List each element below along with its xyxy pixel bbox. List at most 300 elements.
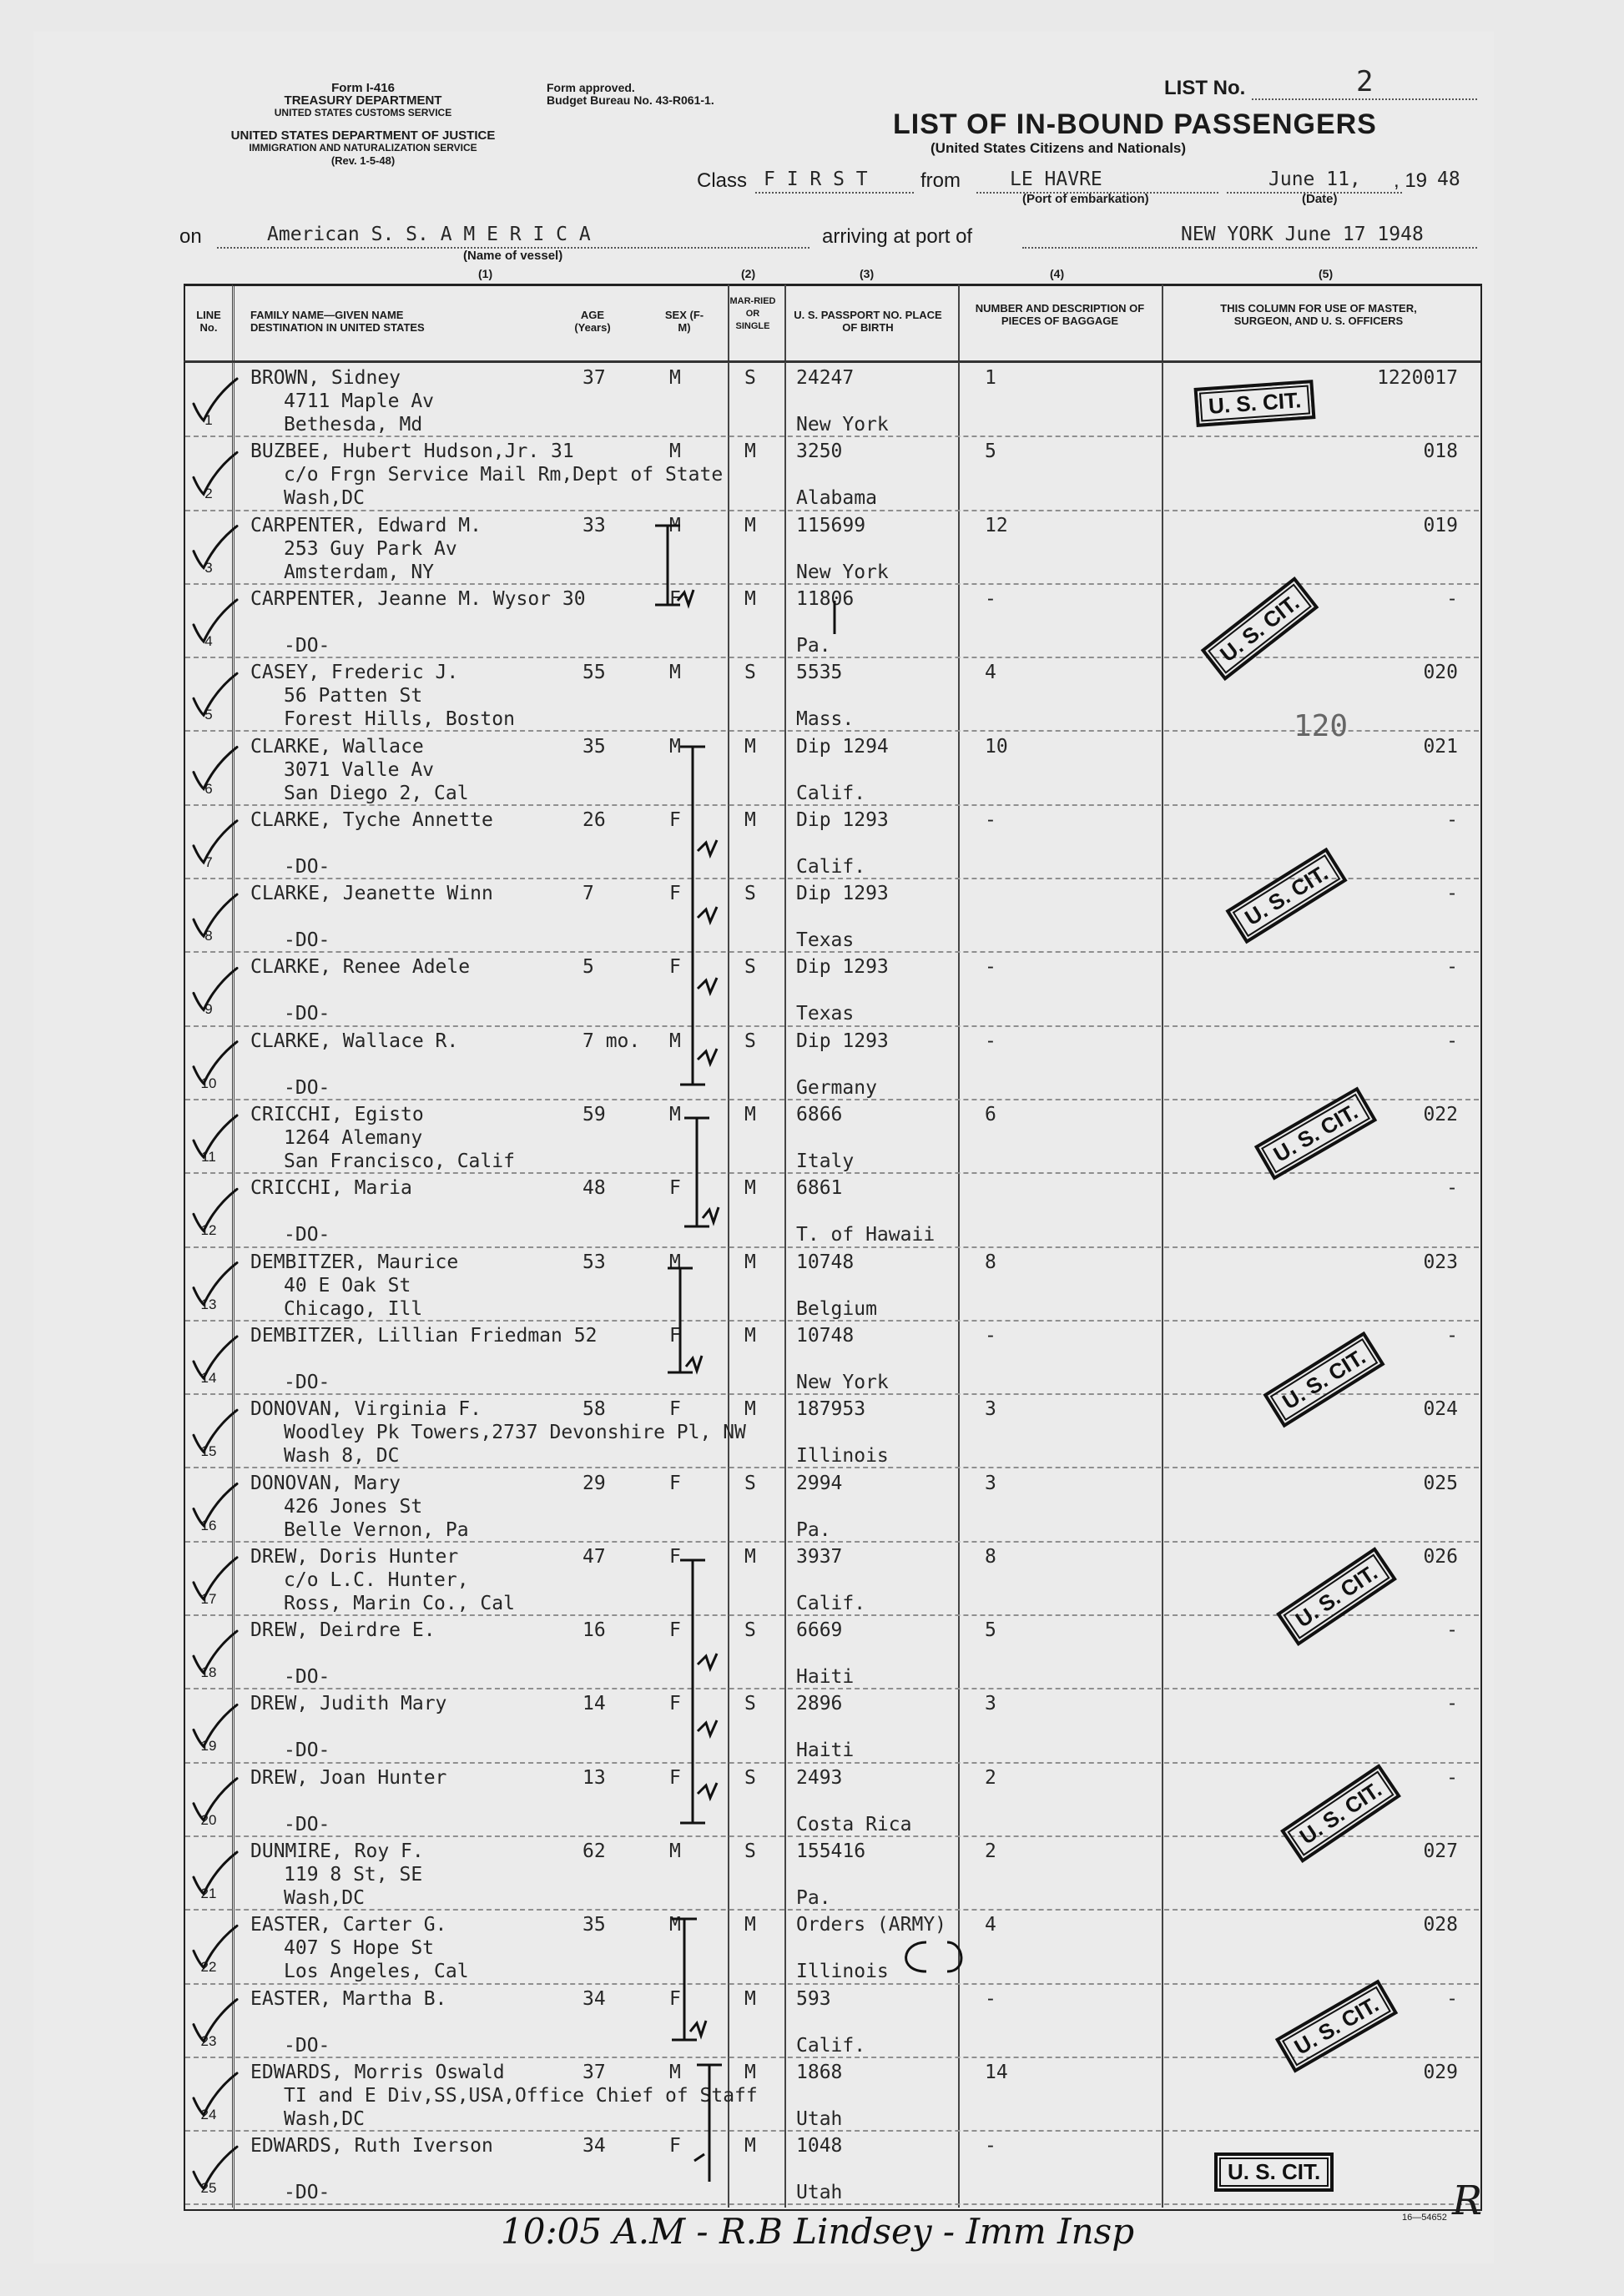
destination-city: -DO- — [284, 1813, 330, 1835]
passport-number: 593 — [796, 1987, 831, 2010]
list-no-value: 2 — [1356, 65, 1374, 98]
class-value: F I R S T — [764, 169, 868, 190]
officer-number: 1220017 — [1377, 367, 1458, 389]
form-id: Form I-416 — [331, 81, 395, 95]
place-of-birth: Alabama — [796, 487, 877, 510]
marital-status: M — [744, 441, 756, 463]
marital-status: M — [744, 808, 756, 831]
line-number: 6 — [204, 780, 213, 797]
arriving-label: arriving at port of — [822, 225, 973, 248]
sex: M — [669, 1104, 681, 1125]
baggage-count: 2 — [985, 1840, 996, 1862]
approved-text: Form approved. — [547, 81, 635, 94]
baggage-count: - — [985, 808, 996, 831]
sex: F — [669, 2135, 681, 2158]
on-label: on — [179, 225, 202, 248]
passport-number: Dip 1293 — [796, 1030, 889, 1052]
passenger-name: EDWARDS, Morris Oswald — [250, 2061, 505, 2083]
officer-number: 026 — [1423, 1545, 1458, 1568]
sex: M — [669, 735, 681, 758]
passenger-name: CLARKE, Wallace — [250, 735, 424, 758]
marital-status: S — [744, 1693, 756, 1715]
officer-number: 021 — [1423, 735, 1458, 758]
passport-number: 3937 — [796, 1545, 843, 1568]
age: 37 — [583, 367, 606, 389]
place-of-birth: Costa Rica — [796, 1813, 912, 1835]
destination-line: TI and E Div,SS,USA,Office Chief of Staff — [284, 2084, 758, 2107]
passport-number: 115699 — [796, 514, 866, 536]
baggage-count: - — [985, 956, 996, 979]
line-number: 18 — [200, 1664, 217, 1681]
passport-number: Dip 1293 — [796, 883, 889, 905]
age: 7 — [583, 883, 594, 905]
line-number: 21 — [200, 1886, 217, 1901]
passport-number: 155416 — [796, 1840, 866, 1862]
col-header-officers: THIS COLUMN FOR USE OF MASTER, SURGEON, AND U. S. OFFICERS — [1220, 302, 1417, 327]
place-of-birth: Illinois — [796, 1961, 889, 1983]
place-of-birth: Calif. — [796, 782, 866, 804]
port-embark-label: (Port of embarkation) — [1022, 192, 1149, 206]
us-cit-stamp: U. S. CIT. — [1263, 1332, 1384, 1428]
age: 62 — [583, 1840, 606, 1862]
us-cit-stamp: U. S. CIT. — [1276, 1547, 1397, 1646]
sex: M — [669, 1840, 681, 1862]
col-header-name: FAMILY NAME—GIVEN NAME DESTINATION IN UNITED STATES — [250, 309, 425, 334]
place-of-birth: New York — [796, 1371, 889, 1393]
place-of-birth: Illinois — [796, 1445, 889, 1468]
destination-city: Los Angeles, Cal — [284, 1961, 469, 1983]
col-header-line: LINE No. — [196, 309, 221, 334]
passenger-name: CARPENTER, Jeanne M. Wysor 30 — [250, 587, 586, 610]
revision: (Rev. 1-5-48) — [330, 154, 396, 167]
marital-status: S — [744, 1030, 756, 1052]
age: 34 — [583, 2135, 606, 2158]
sex: F — [669, 956, 681, 979]
officer-number: 024 — [1423, 1398, 1458, 1421]
officer-number: 019 — [1423, 514, 1458, 536]
officer-number: 027 — [1423, 1840, 1458, 1862]
form-code: 16—54652 — [1402, 2213, 1447, 2223]
age: 5 — [583, 956, 594, 979]
marital-status: S — [744, 1840, 756, 1862]
passenger-name: DREW, Deirdre E. — [250, 1619, 436, 1642]
age: 55 — [583, 662, 606, 684]
sex: F — [669, 1472, 681, 1494]
destination-line: c/o Frgn Service Mail Rm,Dept of State — [284, 464, 724, 486]
marital-status: M — [744, 1324, 756, 1347]
place-of-birth: T. of Hawaii — [796, 1224, 936, 1246]
destination-city: Wash,DC — [284, 1887, 365, 1909]
baggage-count: 1 — [985, 367, 996, 389]
marital-status: M — [744, 2135, 756, 2158]
marital-status: M — [744, 1398, 756, 1421]
place-of-birth: Pa. — [796, 1518, 831, 1541]
us-cit-stamp: U. S. CIT. — [1214, 2152, 1334, 2192]
destination-city: -DO- — [284, 2182, 330, 2204]
age: 29 — [583, 1472, 606, 1494]
place-of-birth: Calif. — [796, 1592, 866, 1614]
line-number: 2 — [204, 486, 213, 502]
passport-number: 11806 — [796, 587, 855, 610]
passport-number: Dip 1293 — [796, 808, 889, 831]
age: 35 — [583, 1914, 606, 1936]
year-value: 48 — [1437, 169, 1460, 190]
sex: M — [669, 2061, 681, 2083]
line-number: 3 — [204, 559, 213, 576]
budget-text: Budget Bureau No. 43-R061-1. — [547, 93, 714, 107]
passport-number: 6861 — [796, 1177, 843, 1200]
baggage-count: - — [985, 1324, 996, 1347]
place-of-birth: Calif. — [796, 855, 866, 878]
stamp-total: 120 — [1294, 709, 1349, 743]
line-number: 1 — [204, 412, 213, 428]
baggage-count: - — [985, 1987, 996, 2010]
baggage-count: - — [985, 2135, 996, 2158]
passenger-name: DEMBITZER, Maurice — [250, 1251, 459, 1273]
destination-line: c/o L.C. Hunter, — [284, 1568, 469, 1591]
destination-line: 426 Jones St — [284, 1495, 423, 1518]
year-prefix: , 19 — [1394, 169, 1428, 192]
baggage-count: 4 — [985, 662, 996, 684]
place-of-birth: New York — [796, 414, 889, 436]
col-header-sex: SEX (F-M) — [664, 309, 704, 334]
age: 7 mo. — [583, 1030, 641, 1052]
passport-number: 3250 — [796, 441, 843, 463]
passport-number: 2994 — [796, 1472, 843, 1494]
sex: F — [669, 808, 681, 831]
age: 53 — [583, 1251, 606, 1273]
marital-status: S — [744, 1472, 756, 1494]
sex: M — [669, 1030, 681, 1052]
passenger-name: DREW, Joan Hunter — [250, 1766, 447, 1789]
age: 33 — [583, 514, 606, 536]
line-number: 8 — [204, 928, 213, 944]
line-number: 16 — [200, 1517, 217, 1533]
marital-status: M — [744, 1914, 756, 1936]
sex: M — [669, 1914, 681, 1936]
destination-line: 407 S Hope St — [284, 1937, 435, 1960]
list-no-label: LIST No. — [1164, 77, 1246, 99]
destination-city: Wash,DC — [284, 2107, 365, 2130]
us-cit-stamp: U. S. CIT. — [1201, 577, 1319, 681]
officer-number: 028 — [1423, 1914, 1458, 1936]
sex: M — [669, 514, 681, 536]
line-number: 24 — [200, 2106, 217, 2122]
marital-status: M — [744, 1545, 756, 1568]
baggage-count: 3 — [985, 1693, 996, 1715]
destination-city: -DO- — [284, 855, 330, 878]
corner-initial: R — [1452, 2178, 1483, 2224]
sex: M — [669, 662, 681, 684]
arrival-value: NEW YORK June 17 1948 — [1181, 224, 1424, 245]
passport-number: 187953 — [796, 1398, 866, 1421]
marital-status: M — [744, 587, 756, 610]
destination-city: Ross, Marin Co., Cal — [284, 1592, 515, 1614]
place-of-birth: Haiti — [796, 1740, 855, 1762]
col-header-age: AGE (Years) — [574, 309, 611, 334]
sex: M — [669, 1251, 681, 1273]
officer-number: - — [1446, 1987, 1458, 2010]
destination-line: 40 E Oak St — [284, 1274, 411, 1297]
passport-number: 24247 — [796, 367, 855, 389]
passenger-name: EASTER, Carter G. — [250, 1914, 447, 1936]
destination-city: Wash,DC — [284, 487, 365, 510]
line-number: 7 — [204, 853, 213, 870]
place-of-birth: Pa. — [796, 1887, 831, 1909]
line-number: 20 — [200, 1811, 217, 1828]
passenger-name: BROWN, Sidney — [250, 367, 401, 389]
sex: F — [669, 1693, 681, 1715]
destination-line: 253 Guy Park Av — [284, 537, 457, 560]
sex: F — [669, 1398, 681, 1421]
marital-status: S — [744, 367, 756, 389]
passenger-name: CASEY, Frederic J. — [250, 662, 459, 684]
baggage-count: - — [985, 1030, 996, 1052]
marital-status: S — [744, 883, 756, 905]
date-label: (Date) — [1302, 192, 1338, 206]
col-num-2: (2) — [741, 267, 756, 280]
us-cit-stamp: U. S. CIT. — [1225, 848, 1347, 944]
age: 14 — [583, 1693, 606, 1715]
line-number: 22 — [200, 1959, 217, 1976]
marital-status: S — [744, 956, 756, 979]
line-number: 11 — [201, 1149, 216, 1165]
passenger-name: DONOVAN, Mary — [250, 1472, 401, 1494]
passport-number: 2493 — [796, 1766, 843, 1789]
sex: F — [669, 883, 681, 905]
passenger-name: DREW, Doris Hunter — [250, 1545, 459, 1568]
age: 47 — [583, 1545, 606, 1568]
date-value: June 11, — [1268, 169, 1361, 190]
place-of-birth: Belgium — [796, 1297, 877, 1320]
baggage-count: 3 — [985, 1472, 996, 1494]
from-value: LE HAVRE — [1010, 169, 1102, 190]
line-number: 12 — [200, 1222, 217, 1239]
baggage-count: 8 — [985, 1251, 996, 1273]
officer-number: - — [1446, 1619, 1458, 1642]
marital-status: M — [744, 514, 756, 536]
class-label: Class — [697, 169, 748, 192]
officer-number: - — [1446, 883, 1458, 905]
passport-number: 2896 — [796, 1693, 843, 1715]
place-of-birth: Mass. — [796, 708, 855, 731]
officer-number: - — [1446, 587, 1458, 610]
officer-number: - — [1446, 1177, 1458, 1200]
baggage-count: 3 — [985, 1398, 996, 1421]
us-cit-stamp: U. S. CIT. — [1280, 1764, 1401, 1863]
destination-line: 56 Patten St — [284, 685, 423, 707]
marital-status: M — [744, 1104, 756, 1125]
place-of-birth: New York — [796, 561, 889, 583]
us-cit-stamp: U. S. CIT. — [1194, 380, 1316, 427]
passenger-name: CLARKE, Renee Adele — [250, 956, 471, 979]
line-number: 13 — [200, 1296, 217, 1312]
age: 13 — [583, 1766, 606, 1789]
destination-city: -DO- — [284, 1740, 330, 1762]
passenger-name: EASTER, Martha B. — [250, 1987, 447, 2010]
baggage-count: 5 — [985, 441, 996, 463]
marital-status: M — [744, 735, 756, 758]
destination-city: -DO- — [284, 1371, 330, 1393]
col-header-passport: U. S. PASSPORT NO. PLACE OF BIRTH — [794, 309, 942, 334]
destination-city: Forest Hills, Boston — [284, 708, 515, 731]
line-number: 9 — [204, 1001, 213, 1018]
passport-number: 6866 — [796, 1104, 843, 1125]
passenger-name: CARPENTER, Edward M. — [250, 514, 482, 536]
destination-line: 119 8 St, SE — [284, 1864, 423, 1886]
age: 35 — [583, 735, 606, 758]
passport-number: Dip 1293 — [796, 956, 889, 979]
place-of-birth: Utah — [796, 2107, 843, 2130]
destination-line: 4711 Maple Av — [284, 390, 435, 412]
age: 26 — [583, 808, 606, 831]
passport-number: 10748 — [796, 1324, 855, 1347]
destination-city: Wash 8, DC — [284, 1445, 400, 1468]
destination-city: -DO- — [284, 2034, 330, 2057]
officer-number: 020 — [1423, 662, 1458, 684]
passenger-name: CLARKE, Wallace R. — [250, 1030, 459, 1052]
passenger-name: DREW, Judith Mary — [250, 1693, 447, 1715]
destination-city: San Diego 2, Cal — [284, 782, 469, 804]
destination-city: -DO- — [284, 1666, 330, 1689]
vessel-value: American S. S. A M E R I C A — [267, 224, 591, 245]
sex: F — [669, 1619, 681, 1642]
officer-number: 022 — [1423, 1104, 1458, 1125]
passport-number: Orders (ARMY) — [796, 1914, 947, 1936]
line-number: 15 — [200, 1443, 217, 1460]
footer-inspector-note: 10:05 A.M - R.B Lindsey - Imm Insp — [501, 2211, 1135, 2252]
destination-city: Chicago, Ill — [284, 1297, 423, 1320]
destination-line: 3071 Valle Av — [284, 758, 435, 781]
page-title: LIST OF IN-BOUND PASSENGERS — [893, 108, 1377, 140]
line-number: 17 — [200, 1590, 217, 1607]
sex: F — [669, 1987, 681, 2010]
col-header-baggage: NUMBER AND DESCRIPTION OF PIECES OF BAGGAGE — [975, 302, 1145, 327]
officer-number: - — [1446, 956, 1458, 979]
line-number: 4 — [204, 632, 213, 649]
line-number: 23 — [200, 2032, 217, 2049]
place-of-birth: Texas — [796, 1003, 855, 1025]
passenger-name: CLARKE, Tyche Annette — [250, 808, 493, 831]
from-label: from — [920, 169, 961, 192]
sex: M — [669, 367, 681, 389]
destination-city: -DO- — [284, 634, 330, 657]
passport-number: 10748 — [796, 1251, 855, 1273]
sex: F — [669, 1545, 681, 1568]
dept-justice-sub: IMMIGRATION AND NATURALIZATION SERVICE — [249, 142, 477, 154]
age: 48 — [583, 1177, 606, 1200]
baggage-count: 6 — [985, 1104, 996, 1125]
passenger-name: CRICCHI, Egisto — [250, 1104, 424, 1125]
passport-number: 1868 — [796, 2061, 843, 2083]
marital-status: M — [744, 1177, 756, 1200]
sex: M — [669, 441, 681, 463]
col-num-3: (3) — [860, 267, 875, 280]
col-num-1: (1) — [478, 267, 493, 280]
destination-city: San Francisco, Calif — [284, 1151, 515, 1172]
officer-number: - — [1446, 1766, 1458, 1789]
destination-city: -DO- — [284, 1224, 330, 1246]
dept-treasury: TREASURY DEPARTMENT — [284, 93, 442, 108]
line-number: 14 — [200, 1369, 217, 1386]
passenger-name: CLARKE, Jeanette Winn — [250, 883, 493, 905]
officer-number: 029 — [1423, 2061, 1458, 2083]
passenger-name: CRICCHI, Maria — [250, 1177, 412, 1200]
age: 16 — [583, 1619, 606, 1642]
destination-city: -DO- — [284, 929, 330, 952]
baggage-count: 10 — [985, 735, 1008, 758]
passenger-name: DEMBITZER, Lillian Friedman 52 — [250, 1324, 598, 1347]
line-number: 19 — [200, 1738, 217, 1755]
col-num-5: (5) — [1319, 267, 1334, 280]
destination-line: 1264 Alemany — [284, 1127, 423, 1149]
place-of-birth: Calif. — [796, 2034, 866, 2057]
destination-city: Belle Vernon, Pa — [284, 1518, 469, 1541]
baggage-count: 12 — [985, 514, 1008, 536]
passenger-name: BUZBEE, Hubert Hudson,Jr. 31 — [250, 441, 574, 463]
baggage-count: 5 — [985, 1619, 996, 1642]
page-subtitle: (United States Citizens and Nationals) — [931, 140, 1187, 156]
passport-number: Dip 1294 — [796, 735, 889, 758]
sex: F — [669, 1324, 681, 1347]
age: 59 — [583, 1104, 606, 1125]
officer-number: - — [1446, 808, 1458, 831]
officer-number: - — [1446, 1324, 1458, 1347]
baggage-count: 4 — [985, 1914, 996, 1936]
marital-status: M — [744, 1987, 756, 2010]
col-header-married: MAR-RIED OR SINGLE — [729, 296, 776, 331]
us-cit-stamp: U. S. CIT. — [1275, 1979, 1399, 2072]
passenger-name: DONOVAN, Virginia F. — [250, 1398, 482, 1421]
officer-number: - — [1446, 1030, 1458, 1052]
baggage-count: 8 — [985, 1545, 996, 1568]
vessel-label: (Name of vessel) — [463, 249, 563, 263]
us-cit-stamp: U. S. CIT. — [1254, 1086, 1378, 1180]
place-of-birth: Texas — [796, 929, 855, 952]
line-number: 25 — [200, 2180, 217, 2197]
passport-number: 6669 — [796, 1619, 843, 1642]
line-number: 5 — [204, 707, 213, 723]
officer-number: - — [1446, 1693, 1458, 1715]
destination-city: -DO- — [284, 1003, 330, 1025]
place-of-birth: Pa. — [796, 634, 831, 657]
destination-city: Bethesda, Md — [284, 414, 423, 436]
place-of-birth: Germany — [796, 1076, 877, 1099]
baggage-count: - — [985, 587, 996, 610]
age: 37 — [583, 2061, 606, 2083]
passenger-name: DUNMIRE, Roy F. — [250, 1840, 424, 1862]
age: 58 — [583, 1398, 606, 1421]
destination-city: -DO- — [284, 1076, 330, 1099]
place-of-birth: Utah — [796, 2182, 843, 2204]
dept-treasury-sub: UNITED STATES CUSTOMS SERVICE — [274, 107, 452, 118]
passport-number: 1048 — [796, 2135, 843, 2158]
passenger-name: EDWARDS, Ruth Iverson — [250, 2135, 493, 2158]
marital-status: M — [744, 1251, 756, 1273]
destination-city: Amsterdam, NY — [284, 561, 435, 583]
place-of-birth: Haiti — [796, 1666, 855, 1689]
baggage-count: 14 — [985, 2061, 1008, 2083]
officer-number: 025 — [1423, 1472, 1458, 1494]
place-of-birth: Italy — [796, 1151, 855, 1172]
officer-number: 023 — [1423, 1251, 1458, 1273]
line-number: 10 — [200, 1075, 217, 1091]
sex: F — [669, 1766, 681, 1789]
passport-number: 5535 — [796, 662, 843, 684]
officer-number: 018 — [1423, 441, 1458, 463]
marital-status: M — [744, 2061, 756, 2083]
baggage-count: 2 — [985, 1766, 996, 1789]
